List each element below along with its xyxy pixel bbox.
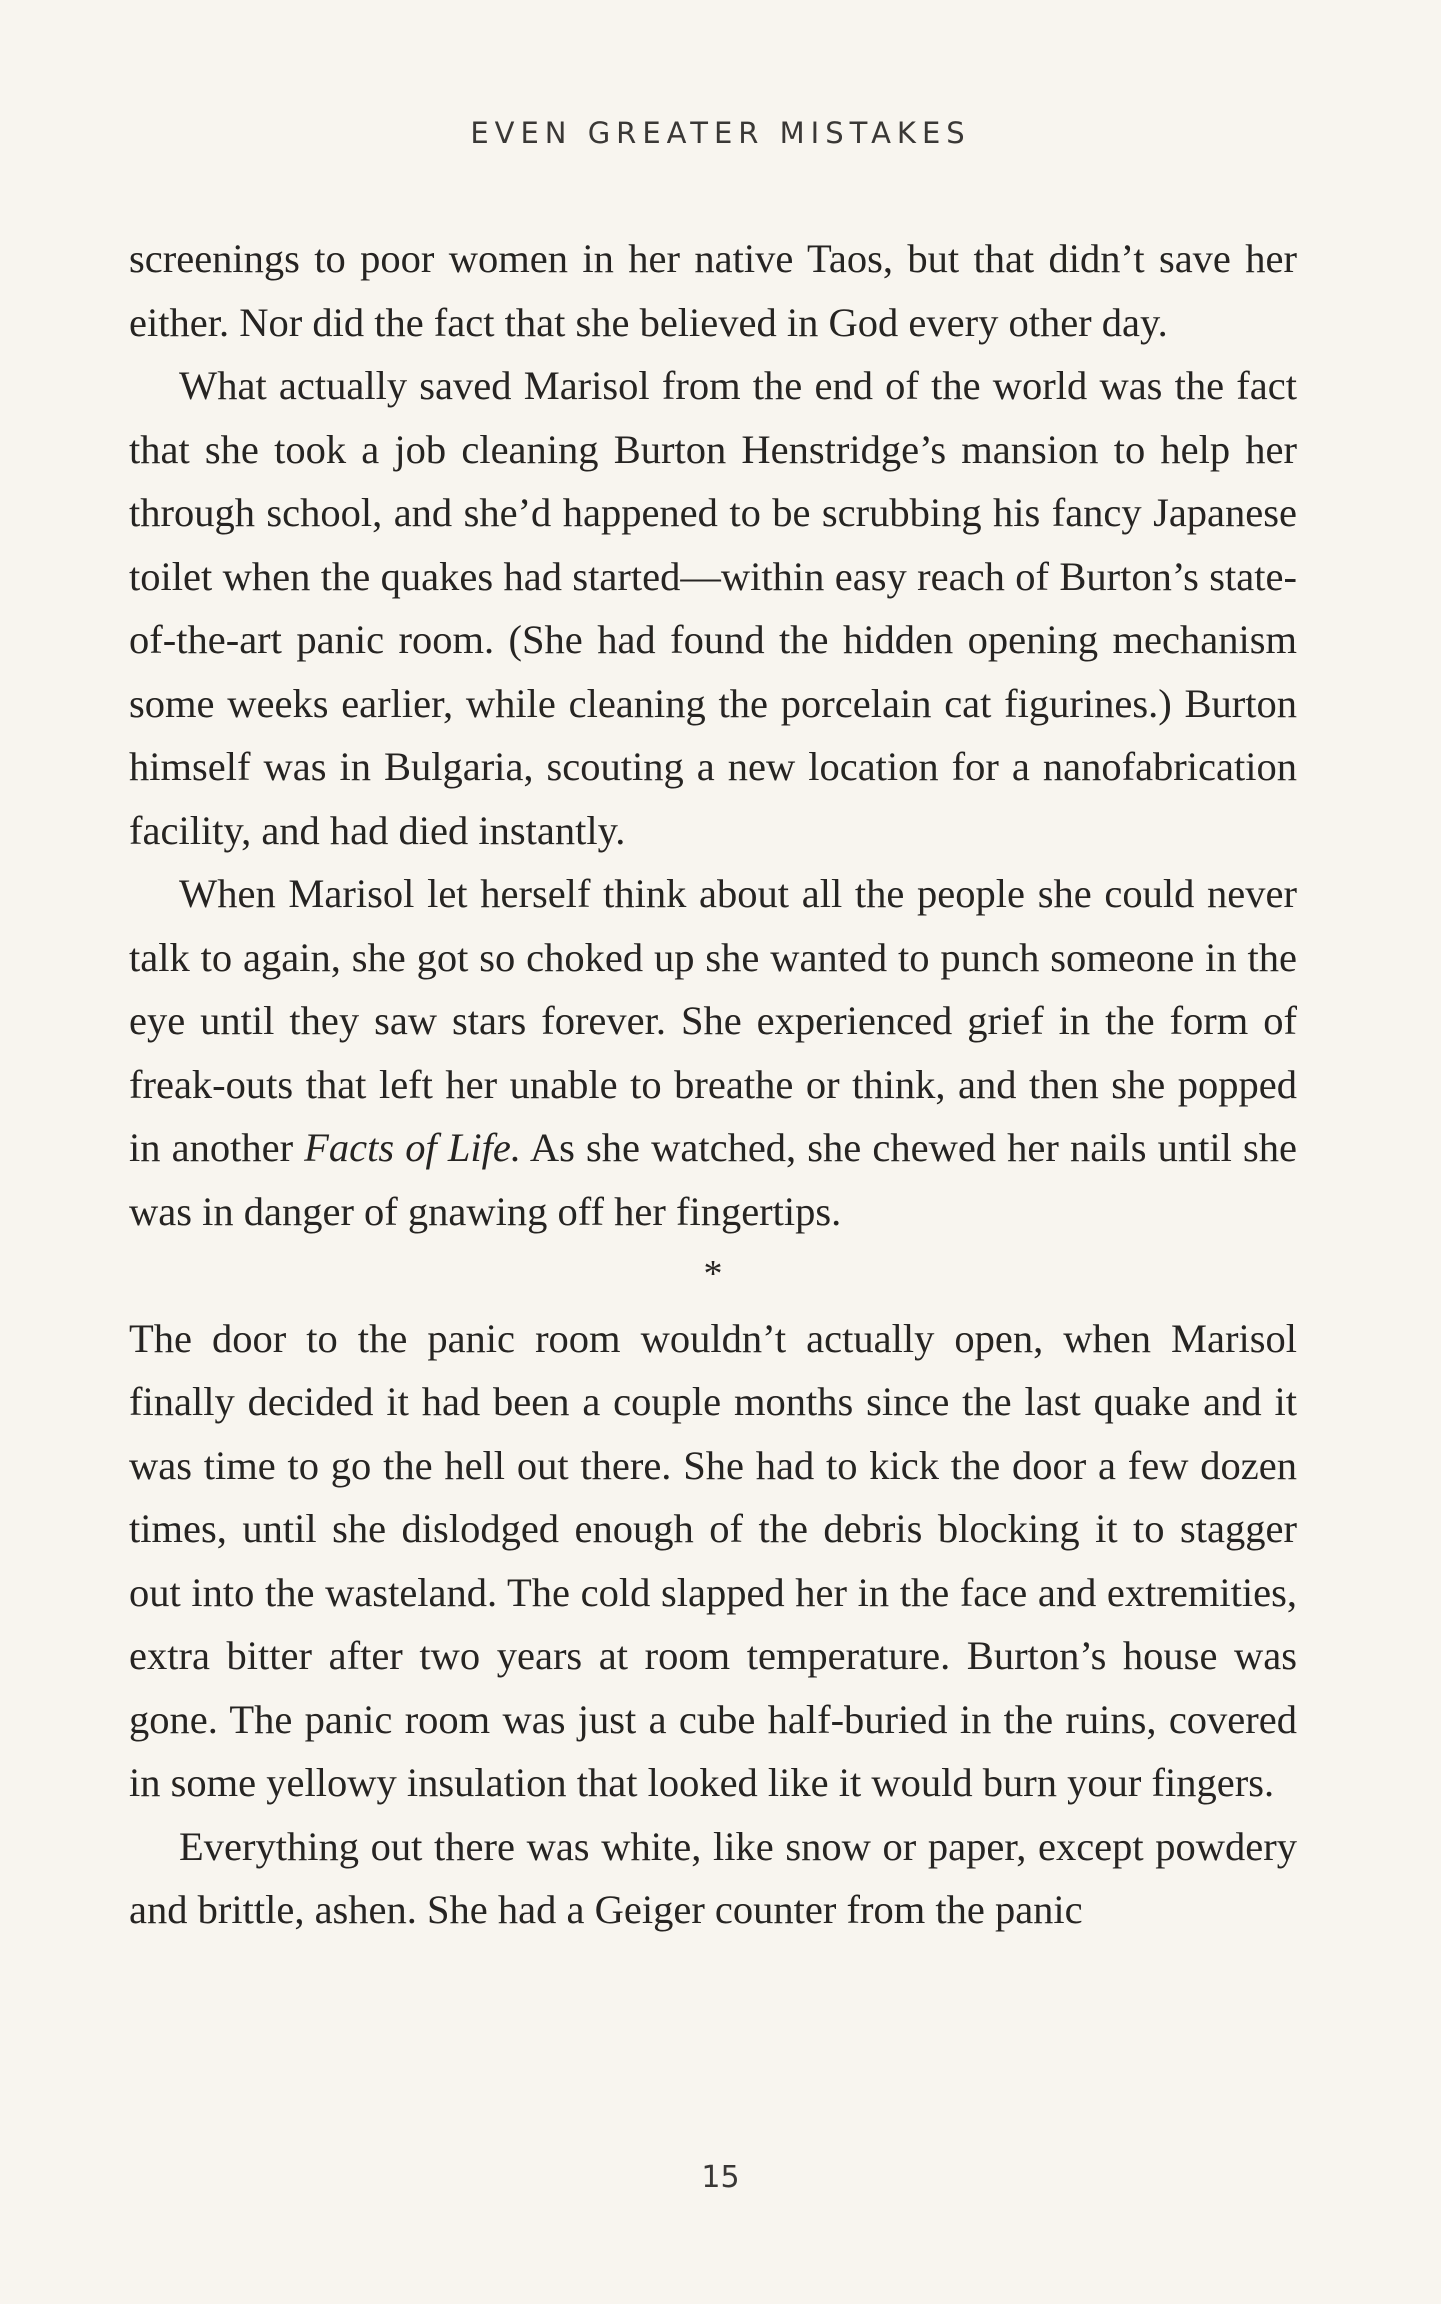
show-title: Facts of Life. xyxy=(304,1125,522,1170)
paragraph-3-text-a: When Marisol let herself think about all the people she could never talk to again, she got so choked up she wanted to punch someone in the eye until they saw stars forever. She experienced grief in the form of freak-outs that left her unable to breathe or think, and then she popped in another xyxy=(129,871,1297,1170)
paragraph-5: Everything out there was white, like snow or paper, except powdery and brittle, ashen. She had a Geiger counter from the panic xyxy=(129,1823,1297,1932)
paragraph-1: screenings to poor women in her native Taos, but that didn’t save her either. Nor did the fact that she believed in God every other day. xyxy=(129,236,1297,345)
page-number: 15 xyxy=(701,2160,740,2195)
paragraph-3 xyxy=(129,862,1297,1243)
paragraph-2: What actually saved Marisol from the end of the world was the fact that she took a job cleaning Burton Henstridge’s mansion to help her through school, and she’d happened to be scrubbing his fancy Japanese toilet when the quakes had started—within easy reach of Burton’s state-of-the-art panic room. (She had found the hidden opening mechanism some weeks earlier, while cleaning the porcelain cat figurines.) Burton himself was in Bulgaria, scouting a new location for a nanofabrication facility, and had died instantly. xyxy=(129,363,1297,853)
paragraph-3-text-b: As she watched, she chewed her nails until she was in danger of gnawing off her fingertips. xyxy=(129,1125,1297,1234)
body-text xyxy=(129,227,1297,1942)
section-break: * xyxy=(703,1253,723,1295)
running-title: EVEN GREATER MISTAKES xyxy=(470,116,971,150)
paragraph-4: The door to the panic room wouldn’t actually open, when Marisol finally decided it had been a couple months since the last quake and it was time to go the hell out there. She had to kick the door a few dozen times, until she dislodged enough of the debris blocking it to stagger out into the wasteland. The cold slapped her in the face and extremities, extra bitter after two years at room temperature. Burton’s house was gone. The panic room was just a cube half-buried in the ruins, covered in some yellowy insulation that looked like it would burn your fingers. xyxy=(129,1315,1297,1805)
